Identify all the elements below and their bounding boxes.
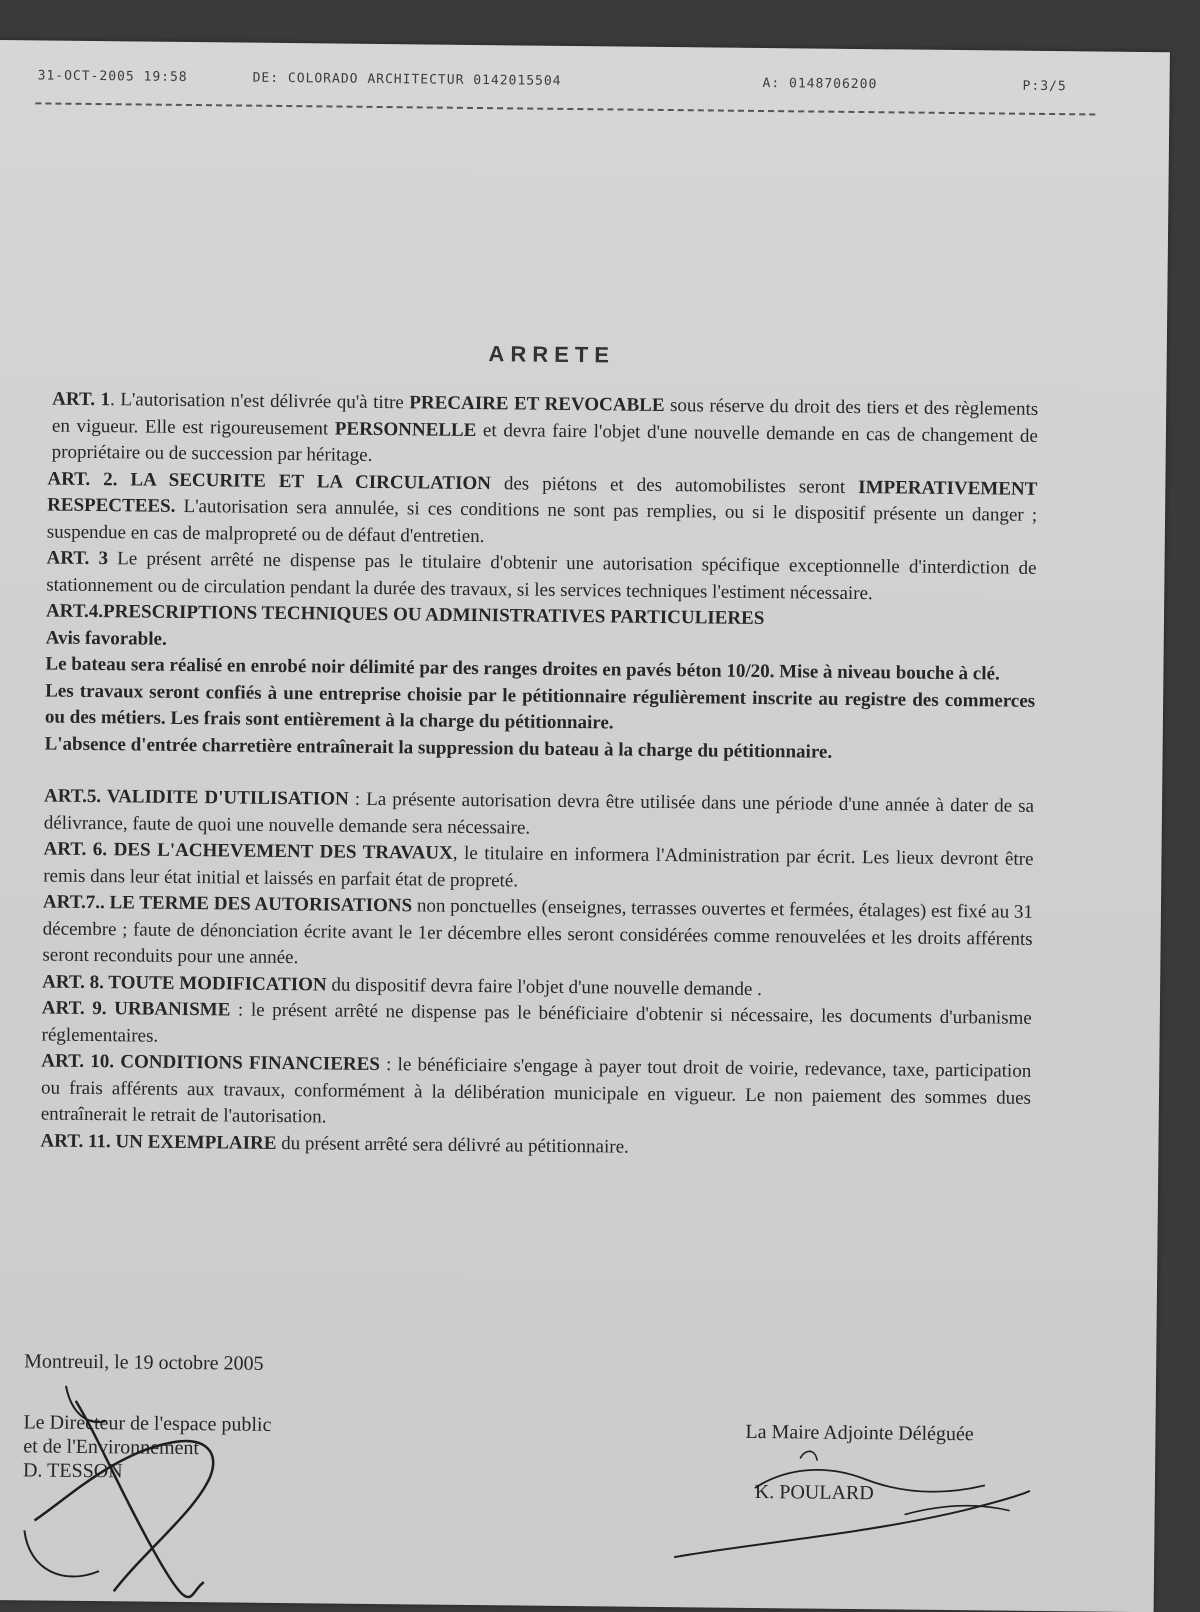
left-signatory-title-line2: et de l'Environnement: [23, 1435, 200, 1460]
article-label: ART.7.. LE TERME DES AUTORISATIONS: [42, 891, 413, 917]
article-label: ART. 6. DES L'ACHEVEMENT DES TRAVAUX: [43, 838, 453, 864]
article-label: ART. 10. CONDITIONS FINANCIERES: [41, 1050, 380, 1076]
fax-header-rule: [35, 102, 1095, 115]
article-7: ART.7.. LE TERME DES AUTORISATIONS non ponctuelles (enseignes, terrasses ouvertes et fermées, étalages) est fixé au 31 décembre ; faute de dénonciation écrite avant le 1er décembre elles seront considérées comme renouvelées et les droits afférents seront reconduits pour une année.: [42, 891, 1034, 969]
article-3: ART. 3 Le présent arrêté ne dispense pas le titulaire d'obtenir une autorisation spécifique exceptionnelle d'interdiction de stationnement ou de circulation pendant la durée des travaux, si les services techniques l'estiment nécessaire.: [46, 547, 1037, 604]
article-2: ART. 2. LA SECURITE ET LA CIRCULATION des piétons et des automobilistes seront IMPERATIVEMENT RESPECTEES. L'autorisation sera annulée, si ces conditions ne sont pas remplies, ou si le dispositif présente un danger ; suspendue en cas de malpropreté ou de défaut d'entretien.: [46, 468, 1038, 547]
handwritten-signature-left: [4, 1380, 266, 1603]
article-label: ART. 1: [52, 388, 111, 411]
article-4-line: Les travaux seront confiés à une entreprise choisie par le pétitionnaire régulièrement inscrite au registre des commerces ou des métiers. Les frais sont entièrement à la charge du pétitionnaire.: [44, 680, 1036, 734]
place-and-date: Montreuil, le 19 octobre 2005: [24, 1350, 264, 1375]
article-label: ART. 2. LA SECURITE ET LA CIRCULATION: [47, 468, 492, 494]
fax-sender: DE: COLORADO ARCHITECTUR 0142015504: [252, 70, 562, 89]
document-body: [40, 387, 1038, 1165]
article-11: ART. 11. UN EXEMPLAIRE du présent arrêté sera délivré au pétitionnaire.: [40, 1129, 629, 1158]
article-10: ART. 10. CONDITIONS FINANCIERES : le bénéficiaire s'engage à payer tout droit de voirie, redevance, taxe, participation ou frais afférents aux travaux, conformément à la délibération municipale en vigueur. Le non paiement des sommes dues entraînerait le retrait de l'autorisation.: [40, 1050, 1032, 1128]
article-8: ART. 8. TOUTE MODIFICATION du dispositif devra faire l'objet d'une nouvelle demande .: [42, 970, 763, 1000]
left-signatory-title-line1: Le Directeur de l'espace public: [23, 1411, 272, 1436]
article-1: ART. 1. L'autorisation n'est délivrée qu'à titre PRECAIRE ET REVOCABLE sous réserve du droit des tiers et des règlements en vigueur. Elle est rigoureusement PERSONNELLE et devra faire l'objet d'une nouvelle demande en cas de changement de propriétaire ou de succession par héritage.: [51, 388, 1039, 466]
article-label: ART. 11. UN EXEMPLAIRE: [40, 1129, 277, 1154]
right-signatory-title: La Maire Adjointe Déléguée: [745, 1420, 974, 1446]
handwritten-signature-right: [664, 1437, 1045, 1571]
article-5: ART.5. VALIDITE D'UTILISATION : La présente autorisation devra être utilisée dans une période d'une année à dater de sa délivrance, faute de quoi une nouvelle demande sera nécessaire.: [43, 785, 1035, 839]
article-4-line: L'absence d'entrée charretière entraînerait la suppression du bateau à la charge du pétitionnaire.: [44, 733, 833, 763]
article-9: ART. 9. URBANISME : le présent arrêté ne dispense pas le bénéficiaire d'obtenir si nécessaire, les documents d'urbanisme réglementaires.: [41, 997, 1032, 1047]
fax-header: [37, 68, 1098, 95]
fax-recipient: A: 0148706200: [762, 75, 878, 93]
fax-page-number: P:3/5: [1022, 78, 1067, 95]
fax-datetime: 31-OCT-2005 19:58: [37, 68, 188, 85]
article-label: ART. 9. URBANISME: [41, 997, 231, 1021]
article-label: ART.5. VALIDITE D'UTILISATION: [43, 785, 349, 810]
article-4-line: Avis favorable.: [45, 627, 167, 650]
article-label: ART. 8. TOUTE MODIFICATION: [42, 970, 327, 995]
fax-page: [0, 40, 1170, 1612]
document-title: ARRETE: [488, 341, 616, 368]
article-6: ART. 6. DES L'ACHEVEMENT DES TRAVAUX, le titulaire en informera l'Administration par écrit. Les lieux devront être remis dans leur état initial et laissés en parfait état de propreté.: [43, 838, 1034, 891]
right-signatory-name: K. POULARD: [754, 1480, 874, 1505]
left-signatory-name: D. TESSON: [22, 1459, 123, 1483]
article-label: ART. 3: [46, 547, 109, 570]
article-label: ART.4.PRESCRIPTIONS TECHNIQUES OU ADMINISTRATIVES PARTICULIERES: [45, 600, 765, 630]
article-4-line: Le bateau sera réalisé en enrobé noir délimité par des ranges droites en pavés béton 10/20. Mise à niveau bouche à clé.: [45, 653, 1000, 685]
